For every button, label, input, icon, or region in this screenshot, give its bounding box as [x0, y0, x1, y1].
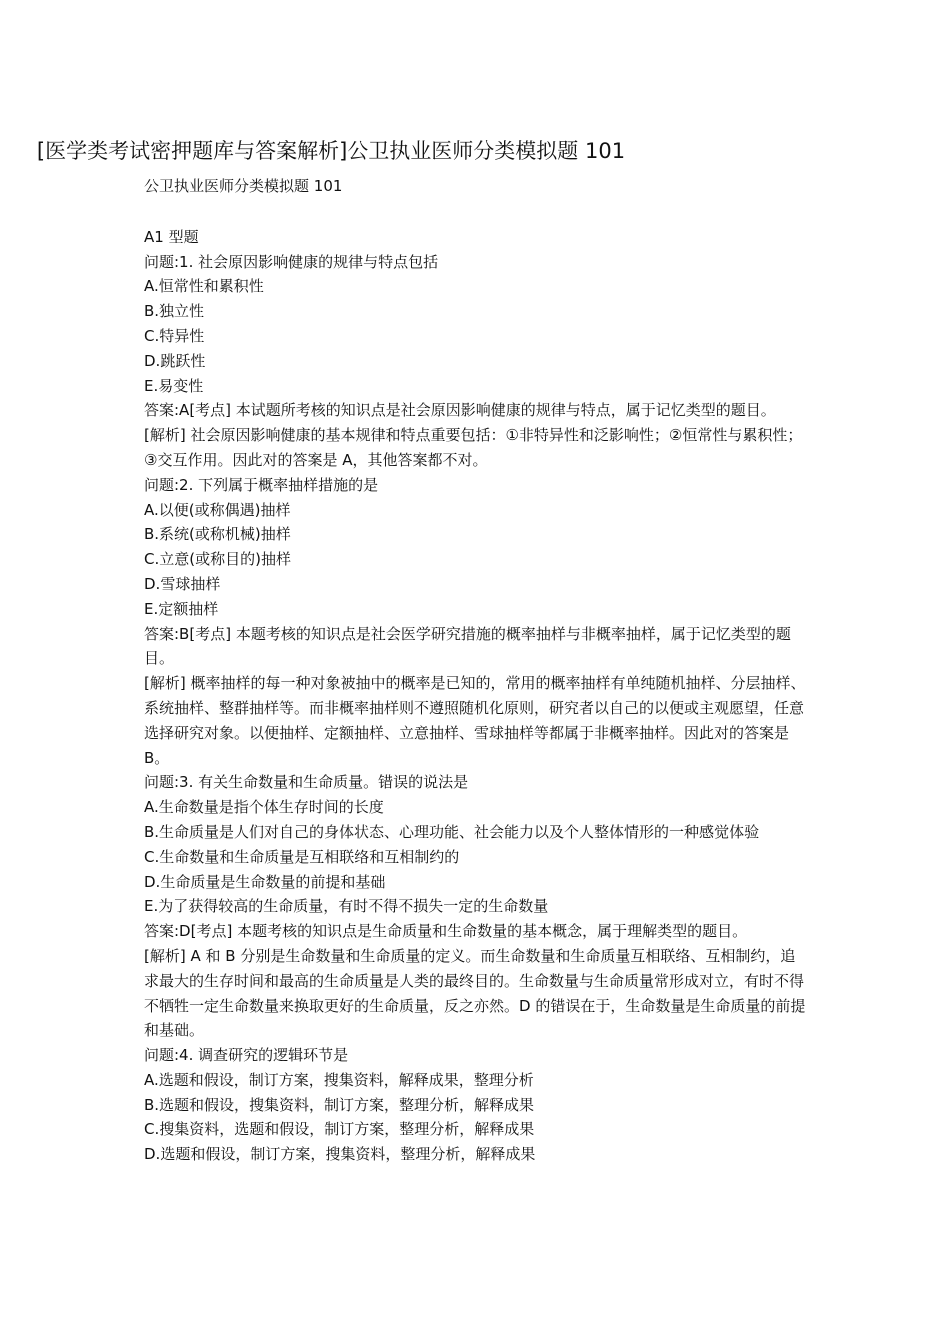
document-title: [医学类考试密押题库与答案解析]公卫执业医师分类模拟题 101: [36, 139, 626, 163]
question-stem: 问题:1. 社会原因影响健康的规律与特点包括: [144, 252, 439, 271]
option-a: A.选题和假设，制订方案，搜集资料，解释成果，整理分析: [144, 1070, 534, 1089]
option-b: B.系统(或称机械)抽样: [144, 525, 291, 544]
option-c: C.特异性: [144, 326, 205, 345]
option-e: E.易变性: [144, 376, 204, 395]
option-a: A.生命数量是指个体生存时间的长度: [144, 798, 384, 817]
option-e: E.定额抽样: [144, 599, 219, 618]
section-heading: A1 型题: [144, 227, 199, 246]
analysis-text: [解析] A 和 B 分别是生命数量和生命质量的定义。而生命数量和生命质量互相联络、互相制约，追求最大的生存时间和最高的生命质量是人类的最终目的。生命数量与生命质量常形成对立，有时不得不牺牲一定生命数量来换取更好的生命质量，反之亦然。D 的错误在于，生命数量是生命质量的前提和基础。: [144, 946, 806, 1040]
question-stem: 问题:2. 下列属于概率抽样措施的是: [144, 475, 379, 494]
question-block: [144, 473, 810, 771]
answer-text: 答案:A[考点] 本试题所考核的知识点是社会原因影响健康的规律与特点，属于记忆类型的题目。: [144, 401, 776, 420]
option-d: D.雪球抽样: [144, 574, 221, 593]
question-block: [144, 250, 810, 473]
option-d: D.生命质量是生命数量的前提和基础: [144, 872, 386, 891]
option-d: D.跳跃性: [144, 351, 206, 370]
option-c: C.生命数量和生命质量是互相联络和互相制约的: [144, 847, 460, 866]
answer-text: 答案:D[考点] 本题考核的知识点是生命质量和生命数量的基本概念，属于理解类型的题目。: [144, 922, 748, 941]
option-e: E.为了获得较高的生命质量，有时不得不损失一定的生命数量: [144, 897, 549, 916]
document-subtitle: 公卫执业医师分类模拟题 101: [144, 177, 343, 195]
question-block: [144, 770, 810, 1043]
analysis-text: [解析] 概率抽样的每一种对象被抽中的概率是已知的，常用的概率抽样有单纯随机抽样、分层抽样、系统抽样、整群抽样等。而非概率抽样则不遵照随机化原则，研究者以自己的以便或主观愿望，任意选择研究对象。以便抽样、定额抽样、立意抽样、雪球抽样等都属于非概率抽样。因此对的答案是 B。: [144, 674, 806, 767]
answer-text: 答案:B[考点] 本题考核的知识点是社会医学研究措施的概率抽样与非概率抽样，属于记忆类型的题目。: [144, 624, 791, 668]
option-c: C.立意(或称目的)抽样: [144, 550, 291, 569]
question-stem: 问题:3. 有关生命数量和生命质量。错误的说法是: [144, 773, 469, 792]
option-b: B.选题和假设，搜集资料，制订方案，整理分析，解释成果: [144, 1095, 535, 1114]
question-block: [144, 1043, 810, 1167]
option-b: B.生命质量是人们对自己的身体状态、心理功能、社会能力以及个人整体情形的一种感觉体验: [144, 822, 760, 841]
option-a: A.恒常性和累积性: [144, 277, 264, 296]
option-d: D.选题和假设，制订方案，搜集资料，整理分析，解释成果: [144, 1145, 536, 1164]
analysis-text: [解析] 社会原因影响健康的基本规律和特点重要包括：①非特异性和泛影响性；②恒常性与累积性；③交互作用。因此对的答案是 A，其他答案都不对。: [144, 426, 803, 469]
question-stem: 问题:4. 调查研究的逻辑环节是: [144, 1046, 349, 1065]
option-a: A.以便(或称偶遇)抽样: [144, 500, 291, 519]
option-b: B.独立性: [144, 302, 205, 321]
option-c: C.搜集资料，选题和假设，制订方案，整理分析，解释成果: [144, 1120, 535, 1139]
